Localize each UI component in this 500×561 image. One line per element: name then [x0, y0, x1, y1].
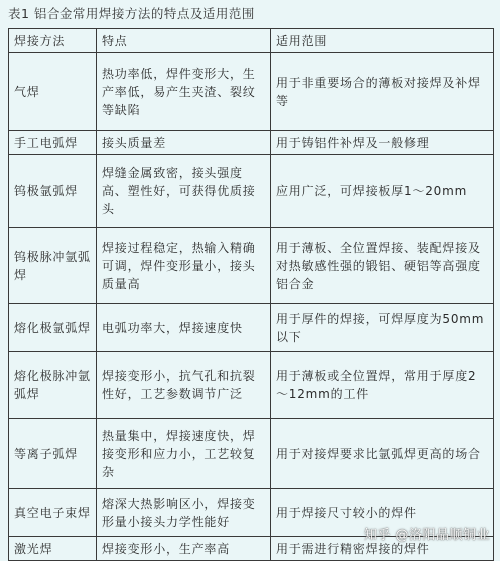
- table-row: [9, 131, 494, 155]
- header-scope: 适用范围: [271, 29, 494, 53]
- cell-features: 焊接变形小，抗气孔和抗裂性好，工艺参数调节广泛: [97, 352, 271, 419]
- cell-features: 热量集中，焊接速度快，焊接变形和应力小，工艺较复杂: [97, 419, 271, 489]
- cell-method: 熔化极脉冲氩弧焊: [9, 352, 97, 419]
- cell-scope: 应用广泛，可焊接板厚1～20mm: [271, 155, 494, 228]
- cell-scope: 用于薄板、全位置焊接、装配焊接及对热敏感性强的锻铝、硬铝等高强度铝合金: [271, 228, 494, 304]
- cell-method: 手工电弧焊: [9, 131, 97, 155]
- table-row: [9, 155, 494, 228]
- cell-features: 焊缝金属致密，接头强度高、塑性好，可获得优质接头: [97, 155, 271, 228]
- table-row: [9, 352, 494, 419]
- cell-method: 气焊: [9, 53, 97, 131]
- cell-method: 钨极脉冲氩弧焊: [9, 228, 97, 304]
- table-header-row: [9, 29, 494, 53]
- cell-scope: 用于焊接尺寸较小的焊件: [271, 489, 494, 537]
- welding-methods-table: [8, 28, 494, 561]
- cell-method: 熔化极氩弧焊: [9, 304, 97, 352]
- cell-method: 钨极氩弧焊: [9, 155, 97, 228]
- cell-method: 等离子弧焊: [9, 419, 97, 489]
- cell-method: 真空电子束焊: [9, 489, 97, 537]
- header-features: 特点: [97, 29, 271, 53]
- cell-scope: 用于非重要场合的薄板对接焊及补焊等: [271, 53, 494, 131]
- cell-scope: 用于铸铝件补焊及一般修理: [271, 131, 494, 155]
- cell-method: 激光焊: [9, 537, 97, 561]
- cell-scope: 用于薄板或全位置焊，常用于厚度2～12mm的工件: [271, 352, 494, 419]
- cell-scope: 用于厚件的焊接，可焊厚度为50mm以下: [271, 304, 494, 352]
- cell-scope: 用于需进行精密焊接的焊件: [271, 537, 494, 561]
- cell-features: 接头质量差: [97, 131, 271, 155]
- cell-features: 熔深大热影响区小，焊接变形量小接头力学性能好: [97, 489, 271, 537]
- cell-features: 焊接变形小，生产率高: [97, 537, 271, 561]
- cell-scope: 用于对接焊要求比氩弧焊更高的场合: [271, 419, 494, 489]
- cell-features: 热功率低，焊件变形大，生产率低，易产生夹渣、裂纹等缺陷: [97, 53, 271, 131]
- table-row: [9, 53, 494, 131]
- cell-features: 焊接过程稳定，热输入精确可调，焊件变形量小，接头质量高: [97, 228, 271, 304]
- table-row: [9, 228, 494, 304]
- cell-features: 电弧功率大，焊接速度快: [97, 304, 271, 352]
- table-row: [9, 304, 494, 352]
- header-method: 焊接方法: [9, 29, 97, 53]
- table-row: [9, 419, 494, 489]
- table-caption: 表1 铝合金常用焊接方法的特点及适用范围: [8, 6, 255, 21]
- watermark: 知乎 @洛阳晶顺铜业: [363, 528, 490, 543]
